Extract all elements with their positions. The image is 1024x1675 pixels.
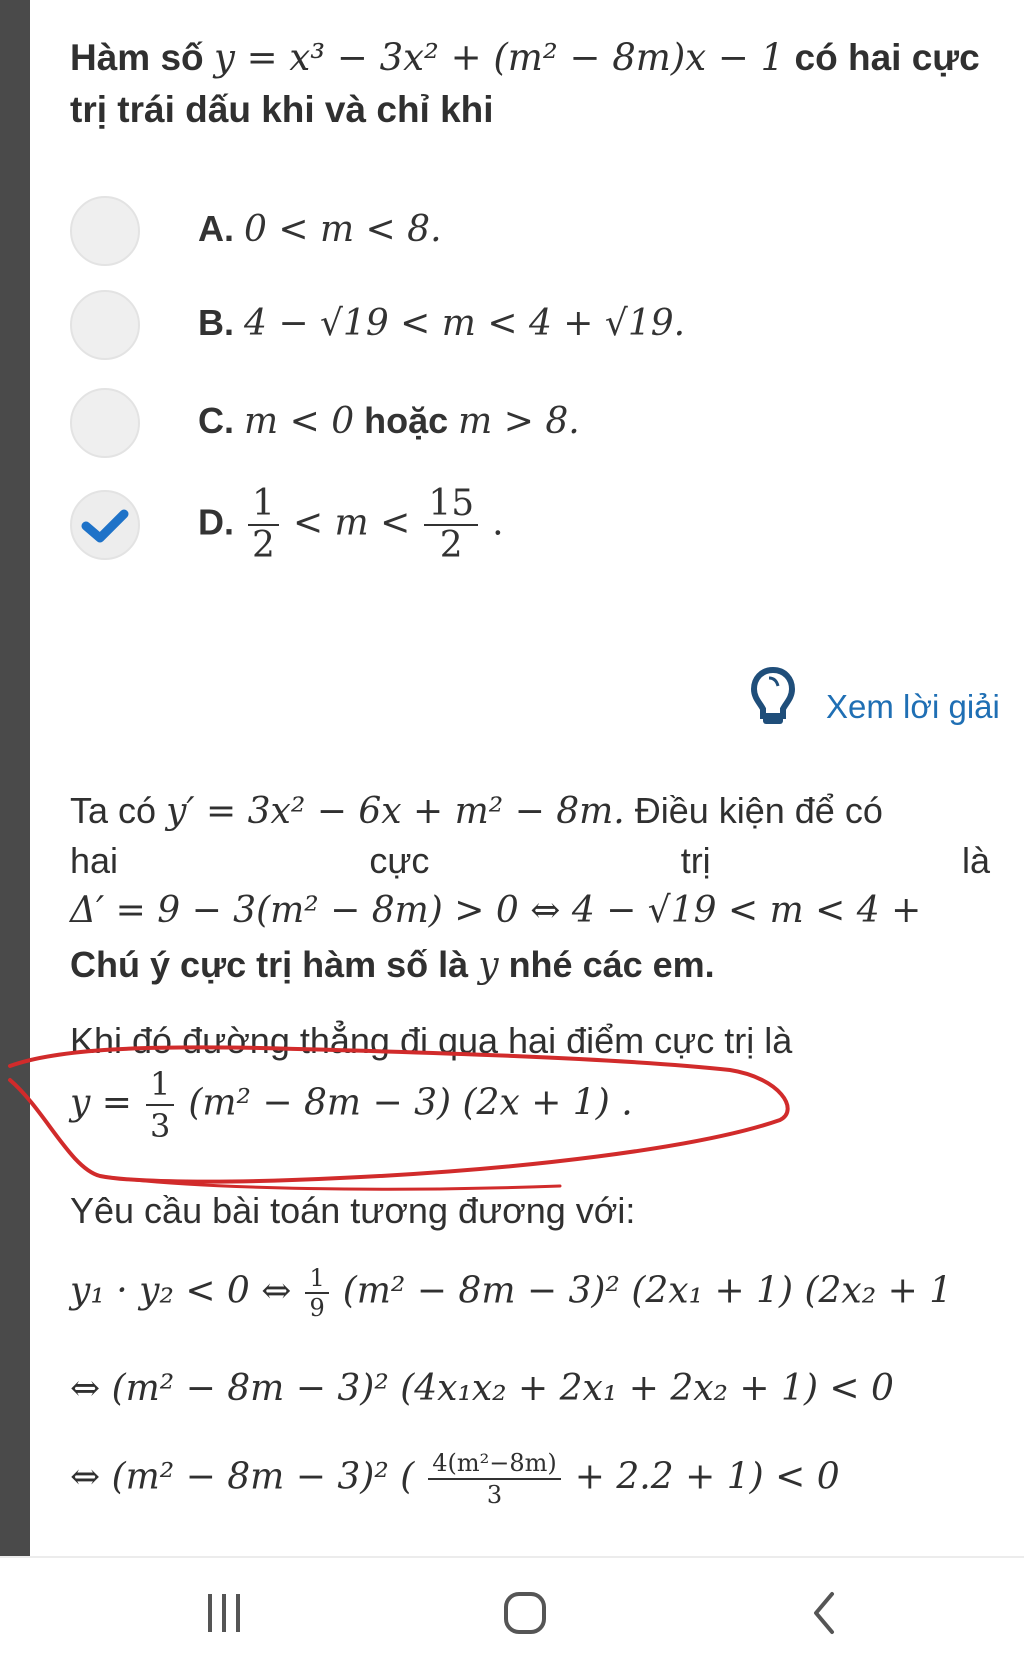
option-d-radio[interactable]	[70, 490, 140, 560]
recent-apps-button[interactable]	[200, 1588, 250, 1643]
back-icon	[800, 1588, 850, 1638]
solution-line-1-math: y′ = 3x² − 6x + m² − 8m.	[166, 791, 625, 832]
option-d[interactable]	[70, 480, 990, 580]
solution-line-8-frac-num: 1	[305, 1264, 328, 1294]
solution-word: cực	[369, 840, 430, 881]
solution-line-1-a: Ta có	[70, 790, 157, 831]
option-d-frac2-num: 15	[424, 484, 478, 526]
option-a-text: 0 < m < 8.	[244, 209, 442, 250]
question-text	[70, 32, 990, 136]
solution-line-10-frac-den: 3	[486, 1481, 503, 1509]
system-nav-bar	[0, 1556, 1024, 1675]
solution-line-8	[70, 1264, 990, 1322]
recent-apps-icon	[200, 1588, 250, 1638]
option-d-frac2-den: 2	[439, 525, 463, 566]
option-c-or: hoặc	[364, 400, 449, 441]
question-formula: y = x³ − 3x² + (m² − 8m)x − 1	[213, 36, 785, 79]
lightbulb-icon	[750, 666, 796, 730]
solution-line-1-b: Điều kiện để có	[634, 790, 883, 831]
option-d-frac1-num: 1	[248, 484, 279, 526]
option-c-text-b: m > 8.	[458, 401, 580, 442]
option-d-end: .	[492, 502, 504, 544]
solution-line-8-frac	[305, 1264, 328, 1322]
option-c-radio[interactable]	[70, 388, 140, 458]
option-b-radio[interactable]	[70, 290, 140, 360]
checkmark-icon	[72, 492, 138, 558]
solution-line-8-frac-den: 9	[309, 1294, 325, 1322]
question-suffix: có hai cực trị trái dấu khi và chỉ khi	[70, 37, 980, 130]
option-c[interactable]	[70, 388, 990, 468]
option-d-frac1-den: 2	[252, 525, 275, 566]
solution-line-6-b: (m² − 8m − 3) (2x + 1) .	[188, 1082, 633, 1124]
quiz-content	[30, 0, 1024, 1556]
option-a-radio[interactable]	[70, 196, 140, 266]
solution-line-10-frac-num: 4(m²−8m)	[428, 1448, 561, 1480]
option-b-text: 4 − √19 < m < 4 + √19.	[244, 303, 686, 344]
solution-line-6-a: y =	[70, 1082, 132, 1124]
view-solution-link[interactable]	[720, 660, 1020, 730]
solution-line-6-frac-num: 1	[146, 1064, 174, 1106]
solution-line-8-b: (m² − 8m − 3)² (2x₁ + 1) (2x₂ + 1	[342, 1270, 953, 1312]
solution-line-9: ⇔ (m² − 8m − 3)² (4x₁x₂ + 2x₁ + 2x₂ + 1) < 0	[70, 1368, 894, 1409]
solution-line-5: Khi đó đường thẳng đi qua hai điểm cực trị là	[70, 1020, 793, 1061]
option-b-label: B.	[198, 302, 234, 343]
option-d-label: D.	[198, 501, 234, 543]
home-icon	[500, 1588, 550, 1638]
option-d-frac1	[248, 484, 279, 566]
solution-line-4-a: Chú ý cực trị hàm số là	[70, 944, 469, 985]
option-b[interactable]	[70, 290, 990, 370]
solution-line-10	[70, 1448, 990, 1510]
solution-line-4-math: y	[478, 945, 499, 986]
solution-line-4-b: nhé các em.	[508, 944, 715, 985]
solution-word: trị	[680, 840, 711, 881]
solution-line-6-frac-den: 3	[149, 1107, 171, 1145]
view-solution-label[interactable]: Xem lời giải	[826, 688, 1000, 725]
solution-line-7: Yêu cầu bài toán tương đương với:	[70, 1190, 636, 1231]
solution-line-6-frac	[146, 1064, 174, 1146]
solution-line-1	[70, 786, 990, 837]
home-button[interactable]	[500, 1588, 550, 1643]
option-a-label: A.	[198, 208, 234, 249]
option-a[interactable]	[70, 196, 990, 276]
solution-line-2	[70, 836, 990, 886]
solution-word: là	[961, 840, 990, 881]
solution-line-4	[70, 940, 990, 991]
back-button[interactable]	[800, 1588, 850, 1643]
solution-line-8-a: y₁ · y₂ < 0 ⇔	[70, 1270, 292, 1312]
solution-line-6	[70, 1064, 990, 1146]
option-d-mid: < m <	[292, 502, 411, 544]
solution-line-3: Δ′ = 9 − 3(m² − 8m) > 0 ⇔ 4 − √19 < m < 4 +	[70, 890, 922, 931]
question-prefix: Hàm số	[70, 37, 204, 78]
option-c-label: C.	[198, 400, 234, 441]
solution-line-10-b: + 2.2 + 1) < 0	[574, 1456, 840, 1498]
left-edge-bar	[0, 0, 30, 1556]
option-d-frac2	[424, 484, 478, 566]
option-c-text-a: m < 0	[244, 401, 355, 442]
solution-line-10-a: ⇔ (m² − 8m − 3)² (	[70, 1456, 415, 1498]
solution-line-10-frac	[428, 1448, 561, 1510]
solution-word: hai	[70, 840, 119, 881]
